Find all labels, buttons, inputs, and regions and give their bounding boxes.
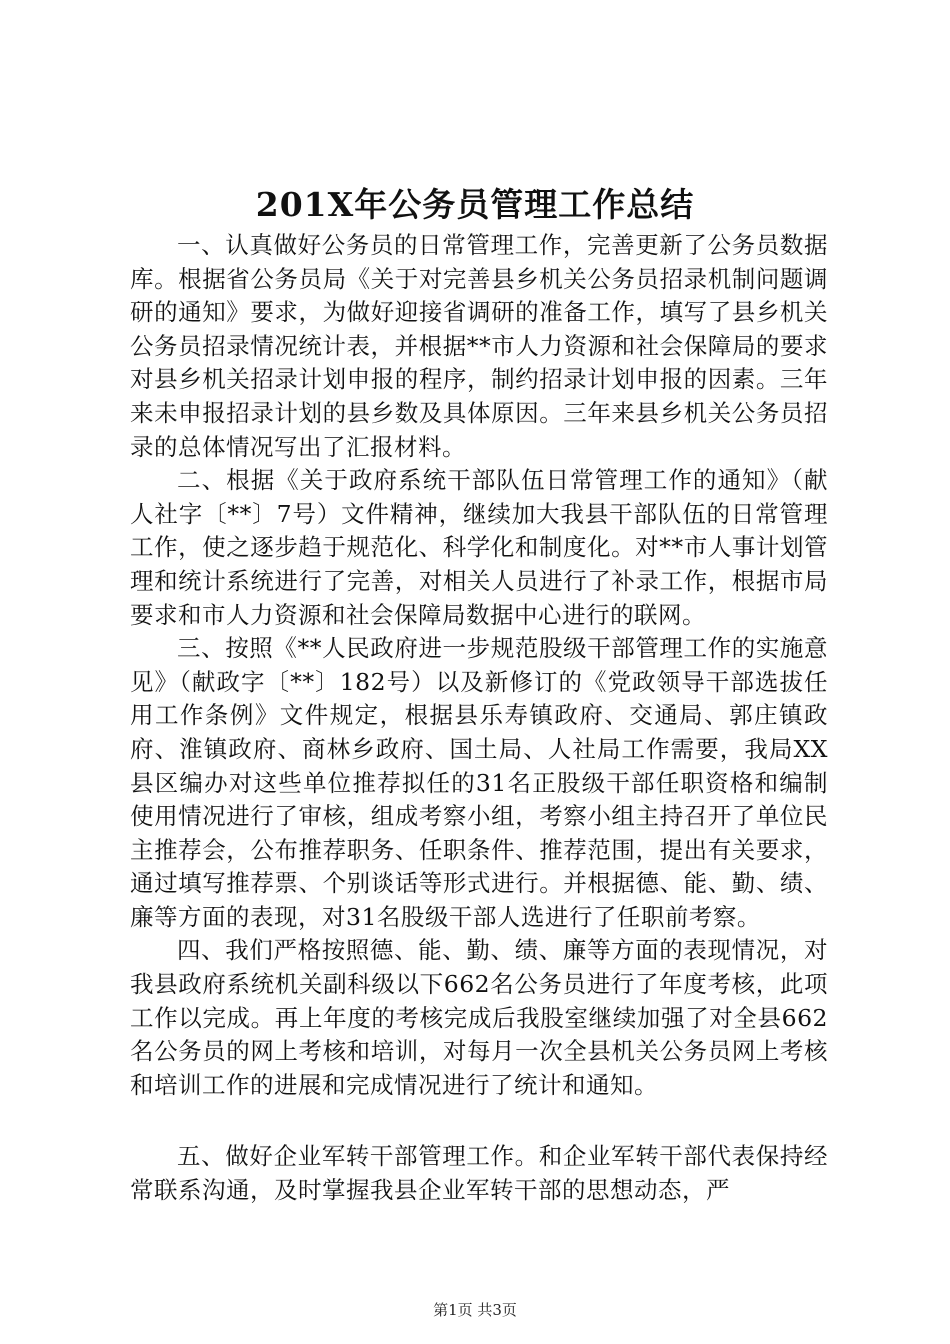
page-number-footer: 第1页 共3页 [433,1301,517,1319]
paragraph-1: 一、认真做好公务员的日常管理工作，完善更新了公务员数据库。根据省公务员局《关于对完善县乡机关公务员招录机制问题调研的通知》要求，为做好迎接省调研的准备工作，填写了县乡机关公务员招录情况统计表，并根据**市人力资源和社会保障局的要求对县乡机关招录计划申报的程序，制约招录计划申报的因素。三年来未申报招录计划的县乡数及具体原因。三年来县乡机关公务员招录的总体情况写出了汇报材料。 [130,231,828,461]
document-title: 201X年公务员管理工作总结 [255,185,695,224]
document-body [130,229,828,1208]
paragraph-4: 四、我们严格按照德、能、勤、绩、廉等方面的表现情况，对我县政府系统机关副科级以下662名公务员进行了年度考核，此项工作以完成。再上年度的考核完成后我股室继续加强了对全县662名公务员的网上考核和培训，对每月一次全县机关公务员网上考核和培训工作的进展和完成情况进行了统计和通知。 [130,936,828,1099]
paragraph-2: 二、根据《关于政府系统干部队伍日常管理工作的通知》（献人社字〔**〕7号）文件精神，继续加大我县干部队伍的日常管理工作，使之逐步趋于规范化、科学化和制度化。对**市人事计划管理和统计系统进行了完善，对相关人员进行了补录工作，根据市局要求和市人力资源和社会保障局数据中心进行的联网。 [130,466,828,629]
paragraph-5: 五、做好企业军转干部管理工作。和企业军转干部代表保持经常联系沟通，及时掌握我县企业军转干部的思想动态，严 [130,1142,828,1205]
paragraph-3: 三、按照《**人民政府进一步规范股级干部管理工作的实施意见》（献政字〔**〕182号）以及新修订的《党政领导干部选拔任用工作条例》文件规定，根据县乐寿镇政府、交通局、郭庄镇政府、淮镇政府、商林乡政府、国土局、人社局工作需要，我局XX县区编办对这些单位推荐拟任的31名正股级干部任职资格和编制使用情况进行了审核，组成考察小组，考察小组主持召开了单位民主推荐会，公布推荐职务、任职条件、推荐范围，提出有关要求，通过填写推荐票、个别谈话等形式进行。并根据德、能、勤、绩、廉等方面的表现，对31名股级干部人选进行了任职前考察。 [130,634,828,931]
